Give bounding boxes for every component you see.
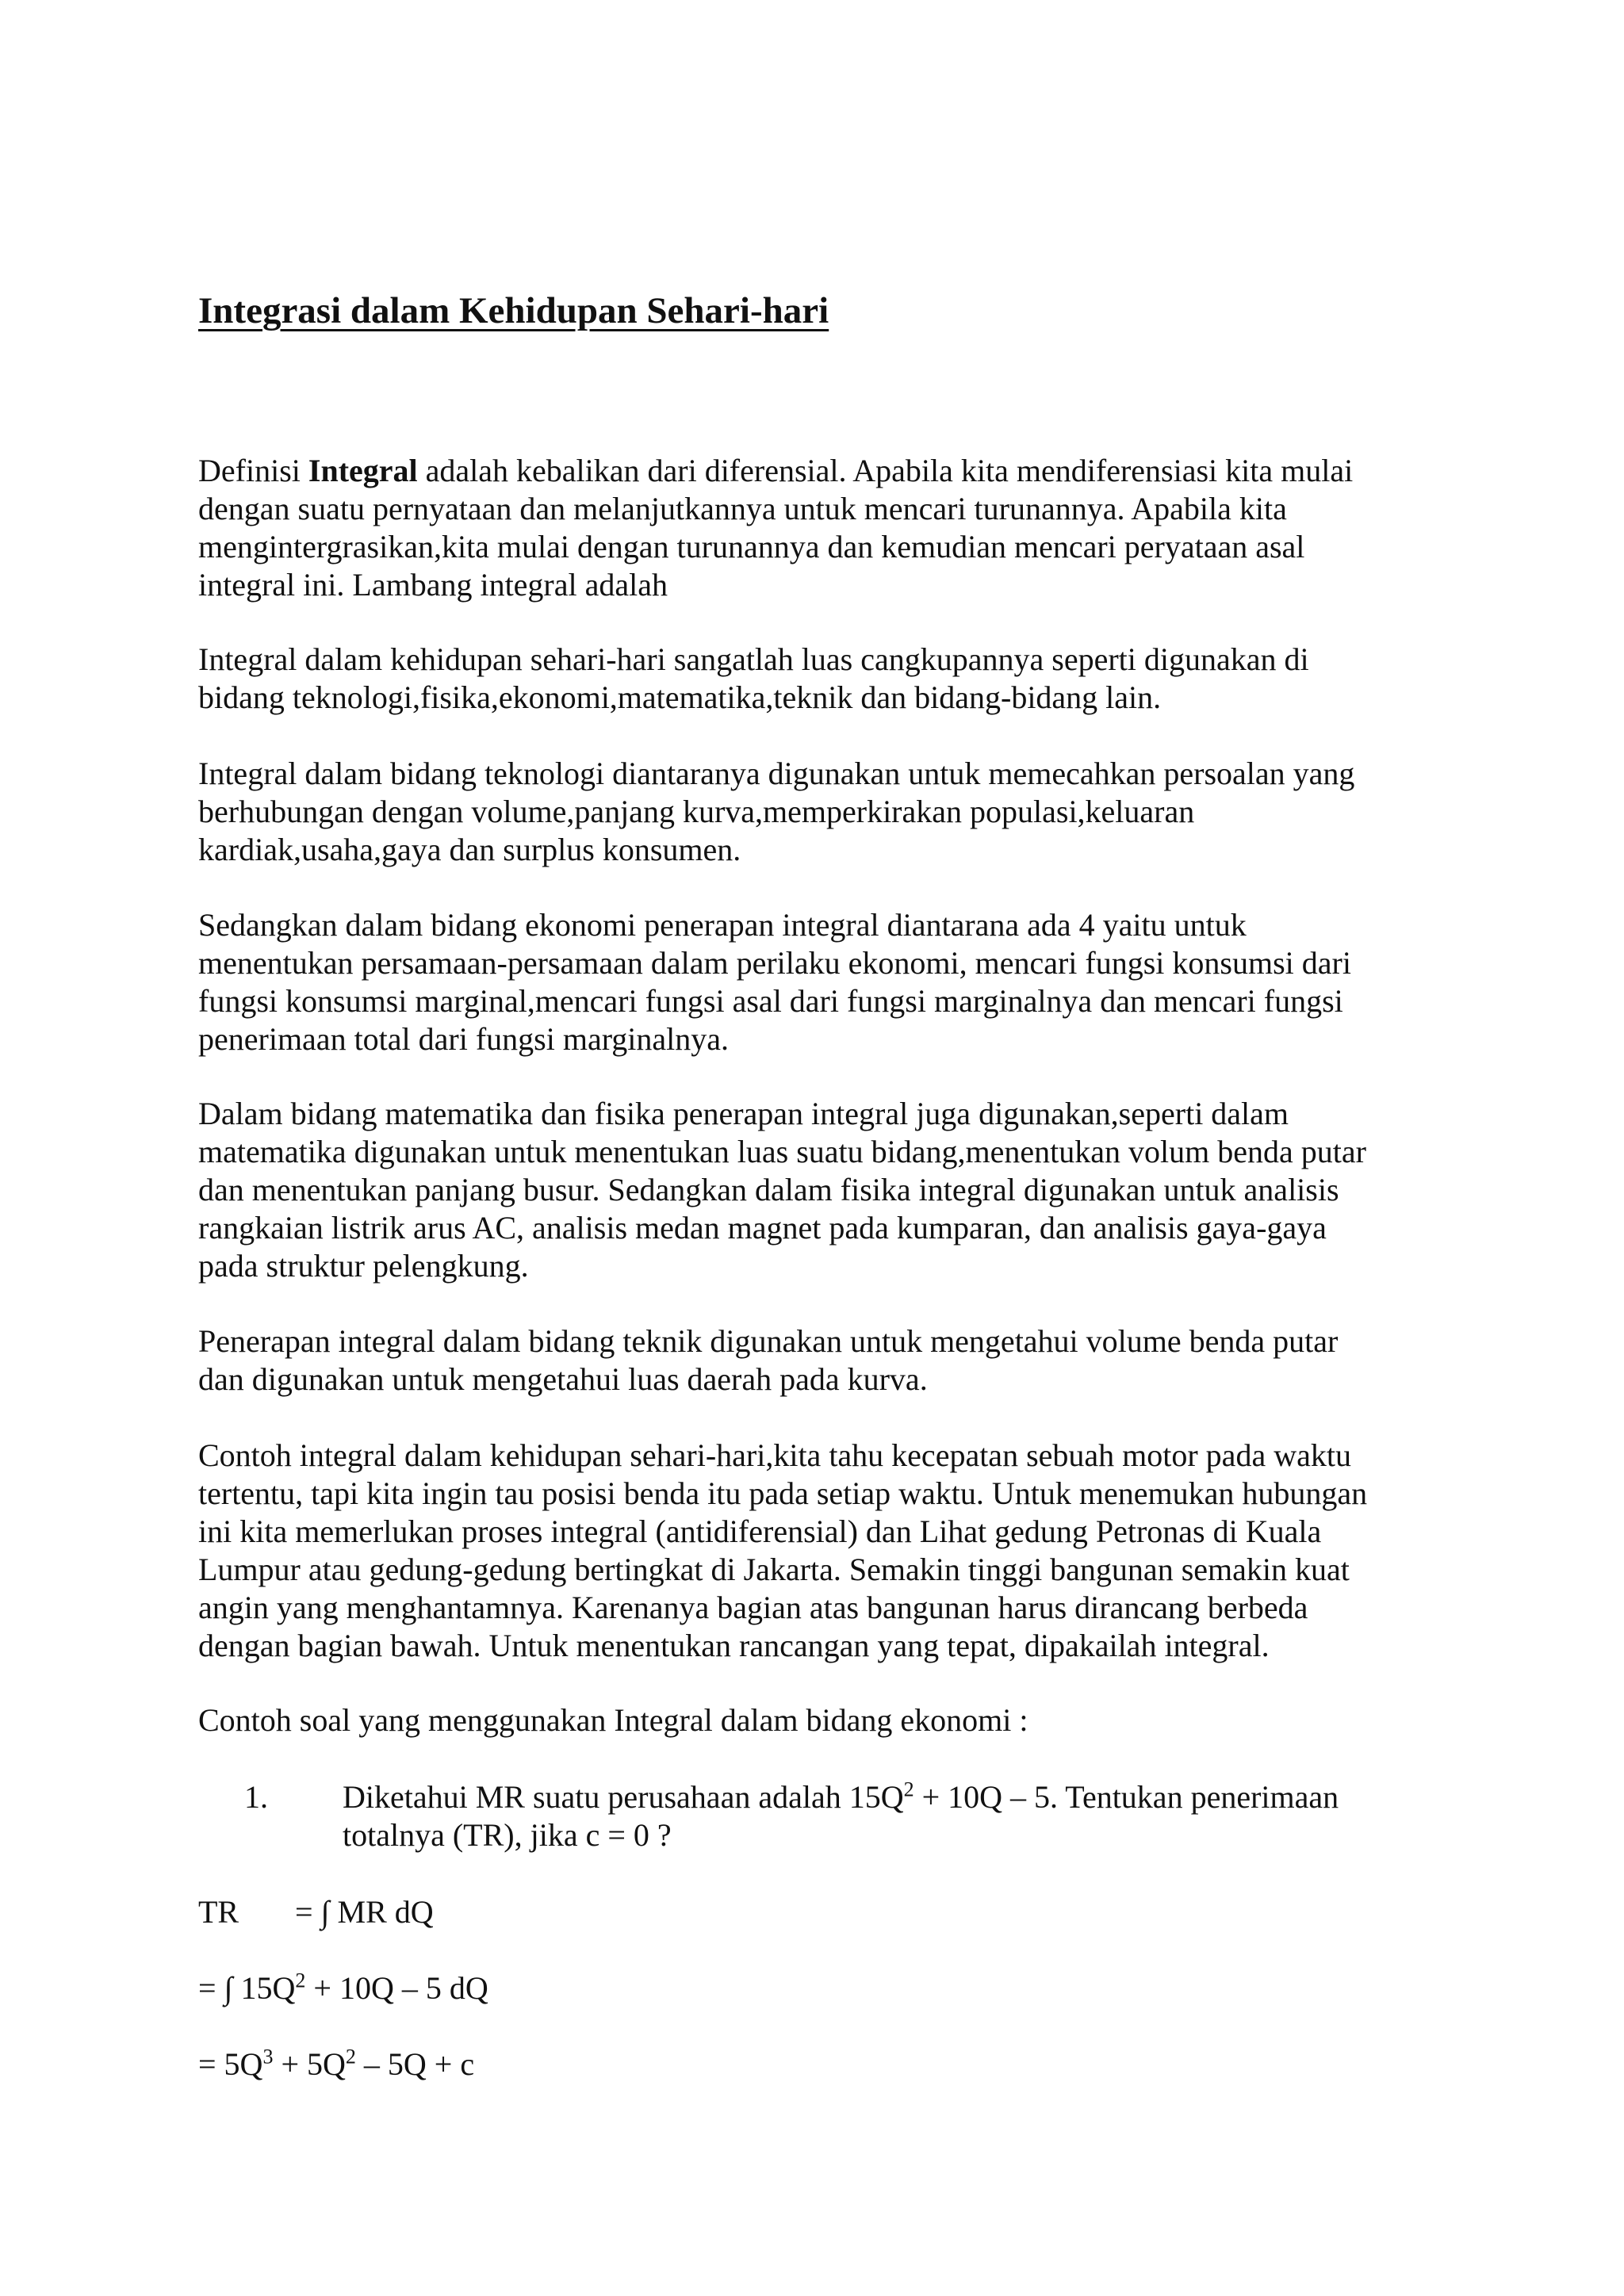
paragraph-line: kardiak,usaha,gaya dan surplus konsumen. bbox=[198, 832, 741, 867]
paragraph-line: dengan bagian bawah. Untuk menentukan rancangan yang tepat, dipakailah integral. bbox=[198, 1628, 1270, 1663]
paragraph-line: bidang teknologi,fisika,ekonomi,matematika,teknik dan bidang-bidang lain. bbox=[198, 679, 1162, 715]
paragraph-example bbox=[198, 1437, 1435, 1665]
superscript: 3 bbox=[262, 2045, 274, 2068]
paragraph-line: fungsi konsumsi marginal,mencari fungsi asal dari fungsi marginalnya dan mencari fungsi bbox=[198, 983, 1343, 1019]
paragraph-line: Sedangkan dalam bidang ekonomi penerapan integral diantarana ada 4 yaitu untuk bbox=[198, 907, 1247, 943]
item-text bbox=[343, 1778, 1339, 1854]
text-run: – 5Q + c bbox=[355, 2046, 475, 2082]
superscript: 2 bbox=[345, 2045, 356, 2068]
text-run: = ∫ 15Q bbox=[198, 1970, 296, 2006]
paragraph-line: Dalam bidang matematika dan fisika penerapan integral juga digunakan,seperti dalam bbox=[198, 1096, 1289, 1131]
bold-term-integral: Integral bbox=[308, 453, 418, 488]
paragraph-line: Contoh integral dalam kehidupan sehari-hari,kita tahu kecepatan sebuah motor pada waktu bbox=[198, 1437, 1351, 1473]
text-run: = 5Q bbox=[198, 2046, 263, 2082]
paragraph-line: berhubungan dengan volume,panjang kurva,memperkirakan populasi,keluaran bbox=[198, 794, 1195, 829]
paragraph-line: mengintergrasikan,kita mulai dengan turunannya dan kemudian mencari peryataan asal bbox=[198, 529, 1305, 564]
text-run: + 10Q – 5. Tentukan penerimaan bbox=[914, 1779, 1339, 1815]
paragraph-line: Contoh soal yang menggunakan Integral dalam bidang ekonomi : bbox=[198, 1702, 1028, 1738]
paragraph-scope bbox=[198, 641, 1435, 717]
equation-step-2 bbox=[198, 1969, 488, 2007]
text-run: + 5Q bbox=[273, 2046, 346, 2082]
paragraph-line bbox=[198, 452, 1435, 490]
page-title: Integrasi dalam Kehidupan Sehari-hari bbox=[198, 290, 829, 331]
paragraph-line: Penerapan integral dalam bidang teknik digunakan untuk mengetahui volume benda putar bbox=[198, 1323, 1339, 1359]
paragraph-line: rangkaian listrik arus AC, analisis medan magnet pada kumparan, dan analisis gaya-gaya bbox=[198, 1210, 1327, 1246]
paragraph-exercise-intro bbox=[198, 1701, 1435, 1739]
paragraph-line: angin yang menghantamnya. Karenanya bagian atas bangunan harus dirancang berbeda bbox=[198, 1590, 1308, 1625]
paragraph-line: ini kita memerlukan proses integral (antidiferensial) dan Lihat gedung Petronas di Kuala bbox=[198, 1513, 1322, 1549]
text-run: Diketahui MR suatu perusahaan adalah 15Q bbox=[343, 1779, 904, 1815]
equation-rhs: = ∫ MR dQ bbox=[295, 1894, 434, 1930]
superscript: 2 bbox=[295, 1969, 306, 1992]
paragraph-line: tertentu, tapi kita ingin tau posisi benda itu pada setiap waktu. Untuk menemukan hubungan bbox=[198, 1475, 1368, 1511]
paragraph-technology bbox=[198, 755, 1435, 869]
paragraph-line: pada struktur pelengkung. bbox=[198, 1248, 529, 1284]
equation-tr bbox=[198, 1893, 434, 1931]
paragraph-math-physics bbox=[198, 1095, 1435, 1285]
item-line bbox=[343, 1778, 1339, 1816]
paragraph-line: integral ini. Lambang integral adalah bbox=[198, 567, 668, 603]
paragraph-line: Lumpur atau gedung-gedung bertingkat di Jakarta. Semakin tinggi bangunan semakin kuat bbox=[198, 1552, 1350, 1587]
paragraph-line: dengan suatu pernyataan dan melanjutkannya untuk mencari turunannya. Apabila kita bbox=[198, 491, 1287, 526]
paragraph-line: matematika digunakan untuk menentukan luas suatu bidang,menentukan volum benda putar bbox=[198, 1134, 1366, 1169]
paragraph-line: Integral dalam bidang teknologi diantaranya digunakan untuk memecahkan persoalan yang bbox=[198, 756, 1355, 791]
text-run: Definisi bbox=[198, 453, 308, 488]
paragraph-line: menentukan persamaan-persamaan dalam perilaku ekonomi, mencari fungsi konsumsi dari bbox=[198, 945, 1351, 981]
text-run: adalah kebalikan dari diferensial. Apabila kita mendiferensiasi kita mulai bbox=[417, 453, 1354, 488]
paragraph-engineering bbox=[198, 1322, 1435, 1399]
item-line: totalnya (TR), jika c = 0 ? bbox=[343, 1817, 672, 1853]
equation-step-3 bbox=[198, 2045, 474, 2084]
paragraph-line: dan menentukan panjang busur. Sedangkan dalam fisika integral digunakan untuk analisis bbox=[198, 1172, 1339, 1207]
paragraph-economy bbox=[198, 906, 1435, 1058]
item-number: 1. bbox=[244, 1779, 268, 1815]
equation-lhs: TR bbox=[198, 1894, 239, 1930]
text-run: + 10Q – 5 dQ bbox=[305, 1970, 488, 2006]
paragraph-line: dan digunakan untuk mengetahui luas daerah pada kurva. bbox=[198, 1361, 928, 1397]
paragraph-line: penerimaan total dari fungsi marginalnya. bbox=[198, 1021, 730, 1057]
superscript: 2 bbox=[903, 1777, 914, 1801]
paragraph-definition bbox=[198, 452, 1435, 604]
paragraph-line: Integral dalam kehidupan sehari-hari sangatlah luas cangkupannya seperti digunakan di bbox=[198, 641, 1309, 677]
